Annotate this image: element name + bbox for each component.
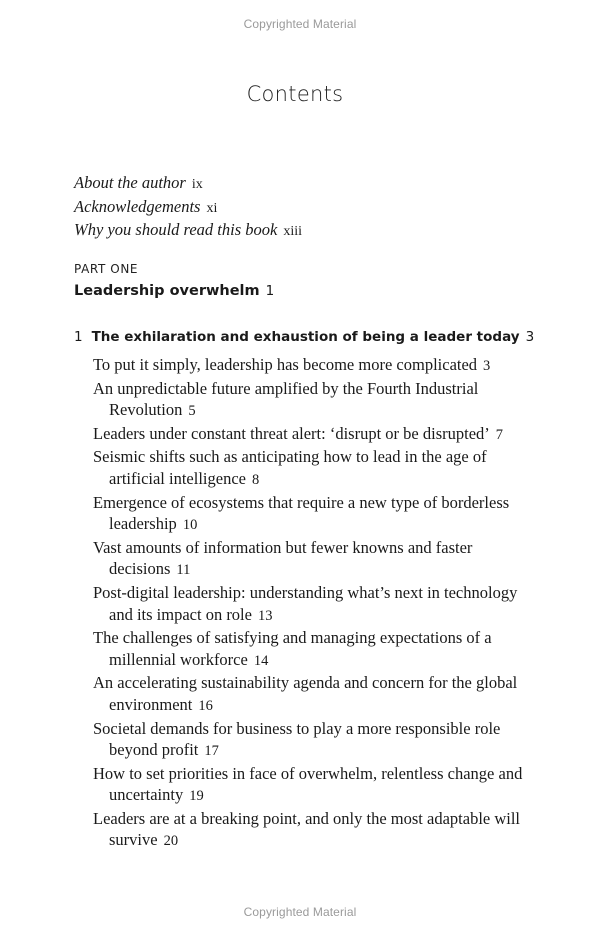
section-entry[interactable] — [93, 492, 533, 537]
part-title: Leadership overwhelm — [74, 283, 260, 299]
section-entry[interactable] — [93, 718, 533, 763]
section-page: 5 — [188, 403, 196, 420]
section-entry[interactable] — [93, 446, 533, 491]
section-entry[interactable] — [93, 423, 533, 447]
chapter-1-heading[interactable] — [74, 327, 544, 347]
front-matter-list — [74, 172, 534, 243]
page-title: Contents — [246, 82, 344, 106]
chapter-title: The exhilaration and exhaustion of being a leader today — [91, 329, 520, 345]
section-title: Vast amounts of information but fewer knowns and faster decisions — [93, 537, 473, 579]
part-title-entry[interactable] — [74, 281, 534, 301]
toc-entry-title: About the author — [74, 173, 186, 192]
section-page: 3 — [483, 358, 491, 374]
toc-entry-title: Acknowledgements — [74, 196, 201, 216]
section-title: Societal demands for business to play a more responsible role beyond profit — [93, 718, 501, 760]
section-title: Seismic shifts such as anticipating how to lead in the age of artificial intelligence — [93, 447, 487, 488]
section-entry[interactable] — [93, 354, 533, 378]
section-entry[interactable] — [93, 672, 533, 717]
section-page: 20 — [163, 833, 179, 850]
part-one-block — [74, 261, 534, 301]
section-page: 13 — [257, 607, 273, 624]
section-title: An accelerating sustainability agenda and concern for the global environment — [93, 673, 518, 714]
section-entry[interactable] — [93, 763, 533, 808]
chapter-page: 3 — [525, 329, 535, 345]
section-entry[interactable] — [93, 537, 533, 582]
section-title: An unpredictable future amplified by the Fourth Industrial Revolution — [93, 378, 479, 420]
section-title: How to set priorities in face of overwhelm, relentless change and uncertainty — [93, 763, 523, 805]
toc-entry-page: ix — [191, 177, 203, 192]
part-page: 1 — [265, 283, 275, 299]
section-title: Leaders under constant threat alert: ‘disrupt or be disrupted’ — [93, 423, 490, 443]
section-page: 14 — [253, 652, 269, 669]
section-page: 10 — [182, 517, 198, 534]
chapter-sections-list — [93, 354, 533, 853]
section-page: 16 — [198, 697, 213, 714]
section-title: Post-digital leadership: understanding what’s next in technology and its impact on role — [93, 582, 518, 624]
chapter-number: 1 — [74, 329, 83, 345]
section-page: 17 — [204, 743, 219, 760]
section-entry[interactable] — [93, 808, 533, 853]
section-page: 19 — [189, 788, 204, 805]
watermark-top: Copyrighted Material — [243, 17, 357, 31]
section-entry[interactable] — [93, 378, 533, 423]
section-entry[interactable] — [93, 582, 533, 627]
section-title: Emergence of ecosystems that require a new type of borderless leadership — [93, 492, 510, 534]
part-label: PART ONE — [74, 262, 139, 276]
toc-entry-title: Why you should read this book — [74, 220, 278, 239]
toc-entry-page: xiii — [283, 224, 302, 239]
toc-entry-about-author[interactable] — [74, 172, 534, 196]
section-title: The challenges of satisfying and managing expectations of a millennial workforce — [93, 628, 492, 669]
section-page: 11 — [176, 562, 191, 579]
toc-entry-why-read[interactable] — [74, 219, 534, 243]
section-title: Leaders are at a breaking point, and only the most adaptable will survive — [93, 808, 521, 850]
watermark-bottom: Copyrighted Material — [243, 905, 357, 919]
section-title: To put it simply, leadership has become more complicated — [93, 355, 478, 374]
section-entry[interactable] — [93, 627, 533, 672]
section-page: 7 — [495, 426, 504, 443]
toc-entry-acknowledgements[interactable] — [74, 196, 534, 220]
section-page: 8 — [251, 471, 260, 488]
toc-entry-page: xi — [206, 200, 218, 216]
